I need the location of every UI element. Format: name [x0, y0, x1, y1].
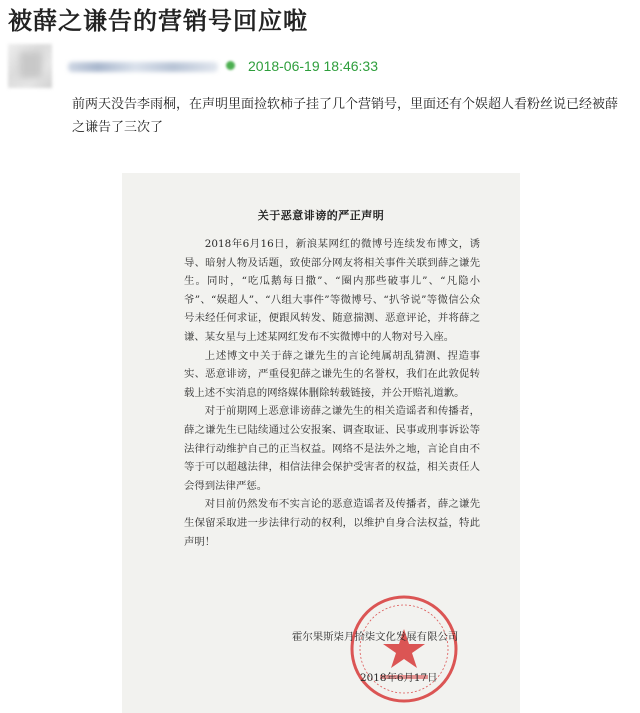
statement-date: 2018年6月17日 — [360, 672, 438, 684]
statement-image[interactable] — [122, 173, 520, 713]
statement-paragraph: 对于前期网上恶意诽谤薛之谦先生的相关造谣者和传播者，薛之谦先生已陆续通过公安报案、调查取证、民事或刑事诉讼等法律行动维护自己的正当权益。网络不是法外之地，言论自由不等于可以超越法律，相信法律会保护受害者的权益，相关责任人会得到法律严惩。 — [184, 405, 480, 492]
post-timestamp: 2018-06-19 18:46:33 — [248, 58, 378, 74]
username-redacted[interactable] — [68, 62, 218, 72]
statement-company: 霍尔果斯柒月拾柒文化发展有限公司 — [292, 631, 459, 643]
statement-paragraph: 对目前仍然发布不实言论的恶意造谣者及传播者，薛之谦先生保留采取进一步法律行动的权利，以维护自身合法权益，特此声明！ — [184, 498, 480, 548]
post-title: 被薛之谦告的营销号回应啦 — [8, 7, 308, 35]
statement-paragraph: 2018年6月16日，新浪某网红的微博号连续发布博文，诱导、暗射人物及话题，致使部分网友将相关事件关联到薛之谦先生。同时，“吃瓜鹅每日撒”、“圈内那些破事儿”、“凡隐小爷”、“娱超人”、“八组大事件”等微博号、“扒爷说”等微信公众号未经任何求证，便跟风转发、随意揣测、恶意评论，并将薛之谦、某女星与上述某网红发布不实微博中的人物对号入座。 — [184, 238, 480, 343]
post-body-text: 前两天没告李雨桐，在声明里面捡软柿子挂了几个营销号，里面还有个娱超人看粉丝说已经被薛之谦告了三次了 — [72, 97, 619, 135]
statement-heading: 关于恶意诽谤的严正声明 — [257, 209, 385, 222]
avatar[interactable] — [8, 44, 52, 88]
author-row — [8, 44, 608, 90]
statement-body — [184, 235, 480, 551]
company-seal-icon — [348, 593, 460, 705]
statement-paragraph: 上述博文中关于薛之谦先生的言论纯属胡乱猜测、捏造事实、恶意诽谤，严重侵犯薛之谦先生的名誉权，我们在此敦促转载上述不实消息的网络媒体删除转载链接，并公开赔礼道歉。 — [184, 349, 480, 399]
online-dot-icon — [226, 61, 235, 70]
